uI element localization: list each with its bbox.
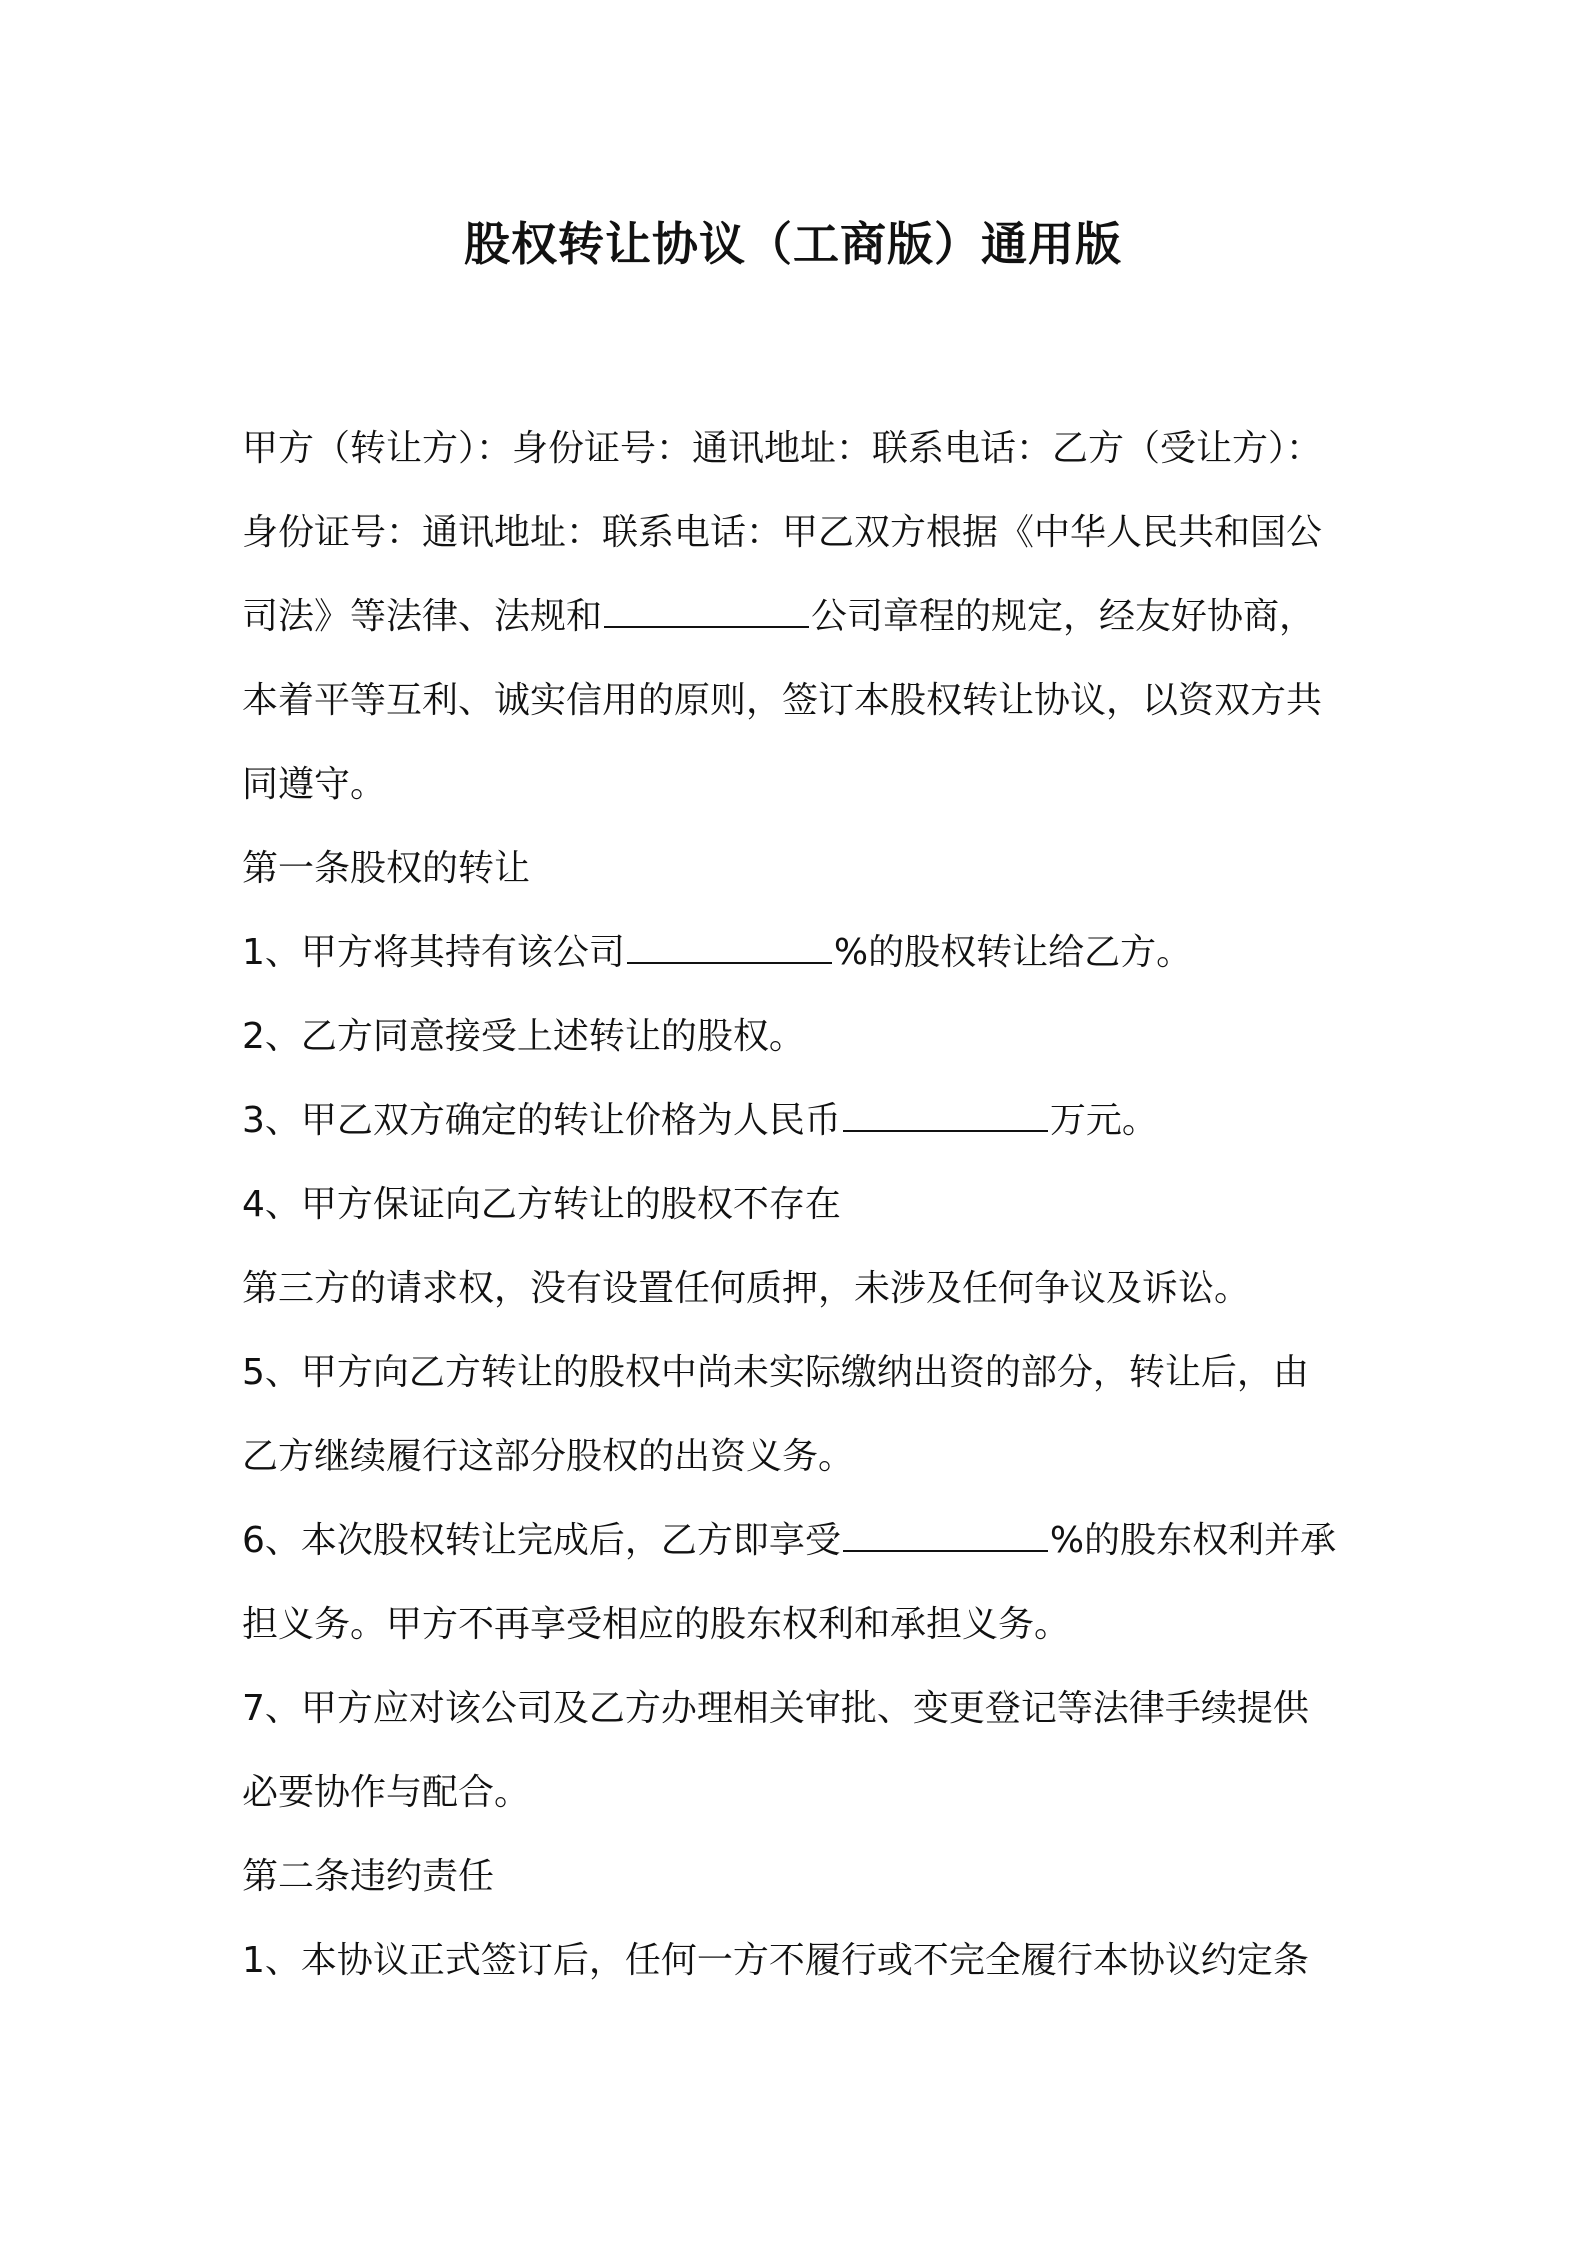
clause-1-3 [242, 1079, 1352, 1163]
paragraph-line-parties-2: 身份证号：通讯地址：联系电话：甲乙双方根据《中华人民共和国公 [242, 512, 1323, 553]
paragraph-line-basis [242, 575, 1352, 659]
line-text-after-blank: %的股权转让给乙方。 [833, 932, 1193, 973]
document-title: 股权转让协议（工商版）通用版 [464, 217, 1122, 271]
line-text-after-blank: 万元。 [1049, 1100, 1158, 1141]
line-text-before-blank: 司法》等法律、法规和 [242, 596, 603, 637]
clause-1-1 [242, 911, 1352, 995]
fill-blank-share-percent [627, 932, 832, 964]
clause-1-7-cont: 必要协作与配合。 [242, 1772, 531, 1813]
paragraph-line-principle: 本着平等互利、诚实信用的原则，签订本股权转让协议，以资双方共 [242, 680, 1323, 721]
clause-1-6 [242, 1499, 1352, 1583]
fill-blank-shareholder-percent [843, 1520, 1048, 1552]
fill-blank-price [843, 1100, 1048, 1132]
line-text-before-blank: 1、甲方将其持有该公司 [242, 932, 625, 973]
clause-2-1: 1、本协议正式签订后，任何一方不履行或不完全履行本协议约定条 [242, 1940, 1309, 1981]
clause-1-7: 7、甲方应对该公司及乙方办理相关审批、变更登记等法律手续提供 [242, 1688, 1309, 1729]
clause-1-4: 4、甲方保证向乙方转让的股权不存在 [242, 1184, 841, 1225]
paragraph-line-parties-1: 甲方（转让方）：身份证号：通讯地址：联系电话：乙方（受让方）： [242, 428, 1323, 469]
line-text-before-blank: 6、本次股权转让完成后，乙方即享受 [242, 1520, 841, 1561]
paragraph-line-comply: 同遵守。 [242, 764, 387, 805]
clause-1-4-cont: 第三方的请求权，没有设置任何质押，未涉及任何争议及诉讼。 [242, 1268, 1251, 1309]
line-text-before-blank: 3、甲乙双方确定的转让价格为人民币 [242, 1100, 841, 1141]
section-heading-transfer: 第一条股权的转让 [242, 848, 531, 889]
line-text-after-blank: %的股东权利并承 [1049, 1520, 1337, 1561]
document-body [242, 407, 1352, 2003]
clause-1-5: 5、甲方向乙方转让的股权中尚未实际缴纳出资的部分，转让后，由 [242, 1352, 1309, 1393]
clause-1-2: 2、乙方同意接受上述转让的股权。 [242, 1016, 805, 1057]
section-heading-liability: 第二条违约责任 [242, 1856, 495, 1897]
fill-blank-company-name [604, 596, 809, 628]
clause-1-5-cont: 乙方继续履行这部分股权的出资义务。 [242, 1436, 855, 1477]
line-text-after-blank: 公司章程的规定，经友好协商， [811, 596, 1316, 637]
clause-1-6-cont: 担义务。甲方不再享受相应的股东权利和承担义务。 [242, 1604, 1071, 1645]
